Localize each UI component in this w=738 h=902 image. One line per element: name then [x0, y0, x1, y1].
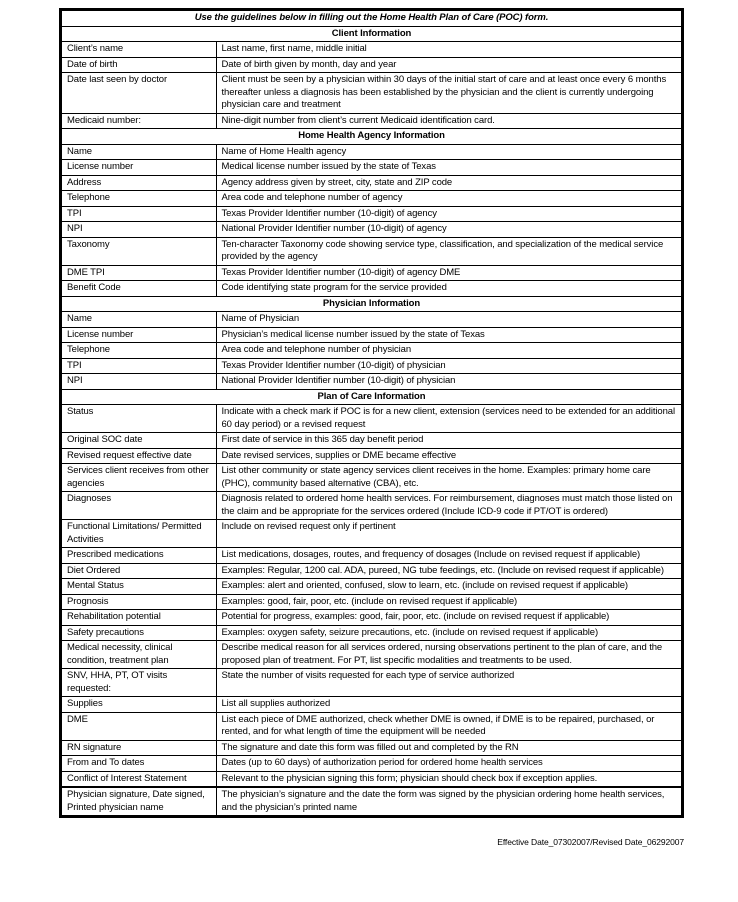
row-label: DME TPI: [61, 265, 217, 281]
row-label: Functional Limitations/ Permitted Activities: [61, 520, 217, 548]
row-label: Name: [61, 312, 217, 328]
table-row: [61, 343, 683, 359]
table-row: [61, 712, 683, 740]
row-description: Examples: Regular, 1200 cal. ADA, pureed, NG tube feedings, etc. (Include on revised request if applicable): [216, 563, 683, 579]
table-title: Use the guidelines below in filling out the Home Health Plan of Care (POC) form.: [61, 10, 683, 27]
table-row: [61, 160, 683, 176]
table-row: [61, 492, 683, 520]
row-description: Name of Home Health agency: [216, 144, 683, 160]
table-row: [61, 771, 683, 787]
title-row: [61, 10, 683, 27]
table-row: [61, 113, 683, 129]
row-description: The physician’s signature and the date the form was signed by the physician ordering home health services, and the physician’s printed name: [216, 787, 683, 817]
section-header: Physician Information: [61, 296, 683, 312]
row-label: NPI: [61, 374, 217, 390]
row-description: Examples: oxygen safety, seizure precautions, etc. (include on revised request if applicable): [216, 625, 683, 641]
row-description: Texas Provider Identifier number (10-digit) of physician: [216, 358, 683, 374]
table-row: [61, 175, 683, 191]
table-row: [61, 206, 683, 222]
row-description: Client must be seen by a physician within 30 days of the initial start of care and at least once every 6 months thereafter unless a diagnosis has been established by the physician and the client is currently undergoing physician care and treatment: [216, 73, 683, 114]
row-description: National Provider Identifier number (10-digit) of agency: [216, 222, 683, 238]
row-label: Prognosis: [61, 594, 217, 610]
row-description: List each piece of DME authorized, check whether DME is owned, if DME is to be repaired, purchased, or rented, and for what length of time the equipment will be needed: [216, 712, 683, 740]
table-row: [61, 756, 683, 772]
row-label: From and To dates: [61, 756, 217, 772]
table-row: [61, 625, 683, 641]
row-description: Nine-digit number from client’s current Medicaid identification card.: [216, 113, 683, 129]
table-row: [61, 312, 683, 328]
section-header: Plan of Care Information: [61, 389, 683, 405]
section-header: Client Information: [61, 26, 683, 42]
section-header-row: [61, 129, 683, 145]
table-row: [61, 358, 683, 374]
row-label: Safety precautions: [61, 625, 217, 641]
row-description: The signature and date this form was filled out and completed by the RN: [216, 740, 683, 756]
guide-table-body: [61, 10, 683, 817]
row-label: Prescribed medications: [61, 548, 217, 564]
table-row: [61, 327, 683, 343]
table-row: [61, 222, 683, 238]
row-label: Date of birth: [61, 57, 217, 73]
row-label: Telephone: [61, 343, 217, 359]
table-row: [61, 281, 683, 297]
row-description: Indicate with a check mark if POC is for a new client, extension (services need to be extended for an additional 60 day period) or a revised request: [216, 405, 683, 433]
row-label: Original SOC date: [61, 433, 217, 449]
section-header-row: [61, 296, 683, 312]
row-label: Medicaid number:: [61, 113, 217, 129]
row-label: TPI: [61, 358, 217, 374]
table-row: [61, 237, 683, 265]
table-row: [61, 448, 683, 464]
row-label: SNV, HHA, PT, OT visits requested:: [61, 669, 217, 697]
row-description: Date of birth given by month, day and year: [216, 57, 683, 73]
table-row: [61, 740, 683, 756]
row-label: Name: [61, 144, 217, 160]
row-label: License number: [61, 160, 217, 176]
row-description: Agency address given by street, city, state and ZIP code: [216, 175, 683, 191]
row-description: Describe medical reason for all services ordered, nursing observations pertinent to the plan of care, and the proposed plan of treatment. For PT, list specific modalities and treatments to be used.: [216, 641, 683, 669]
row-description: Dates (up to 60 days) of authorization period for ordered home health services: [216, 756, 683, 772]
row-description: Name of Physician: [216, 312, 683, 328]
table-row: [61, 697, 683, 713]
row-label: Diet Ordered: [61, 563, 217, 579]
row-description: Physician’s medical license number issued by the state of Texas: [216, 327, 683, 343]
section-header: Home Health Agency Information: [61, 129, 683, 145]
section-header-row: [61, 389, 683, 405]
row-label: RN signature: [61, 740, 217, 756]
table-row: [61, 42, 683, 58]
table-row: [61, 594, 683, 610]
row-label: Physician signature, Date signed, Printed physician name: [61, 787, 217, 817]
row-description: Examples: alert and oriented, confused, slow to learn, etc. (include on revised request if applicable): [216, 579, 683, 595]
row-description: List medications, dosages, routes, and frequency of dosages (Include on revised request if applicable): [216, 548, 683, 564]
table-row: [61, 265, 683, 281]
row-label: NPI: [61, 222, 217, 238]
row-label: Client’s name: [61, 42, 217, 58]
poc-guidelines-table: [59, 8, 684, 818]
row-description: State the number of visits requested for each type of service authorized: [216, 669, 683, 697]
row-description: Last name, first name, middle initial: [216, 42, 683, 58]
table-row: [61, 610, 683, 626]
row-label: License number: [61, 327, 217, 343]
row-description: Relevant to the physician signing this form; physician should check box if exception applies.: [216, 771, 683, 787]
row-label: Mental Status: [61, 579, 217, 595]
row-label: Benefit Code: [61, 281, 217, 297]
row-description: List all supplies authorized: [216, 697, 683, 713]
table-row: [61, 669, 683, 697]
table-row: [61, 405, 683, 433]
table-row: [61, 520, 683, 548]
table-row: [61, 641, 683, 669]
row-label: Revised request effective date: [61, 448, 217, 464]
row-label: Medical necessity, clinical condition, treatment plan: [61, 641, 217, 669]
table-row: [61, 433, 683, 449]
row-description: Include on revised request only if pertinent: [216, 520, 683, 548]
row-description: National Provider Identifier number (10-digit) of physician: [216, 374, 683, 390]
table-row: [61, 191, 683, 207]
row-description: Code identifying state program for the service provided: [216, 281, 683, 297]
effective-revised-date-note: Effective Date_07302007/Revised Date_06292007: [497, 837, 684, 847]
section-header-row: [61, 26, 683, 42]
row-label: Date last seen by doctor: [61, 73, 217, 114]
row-description: Date revised services, supplies or DME became effective: [216, 448, 683, 464]
table-row: [61, 144, 683, 160]
row-label: DME: [61, 712, 217, 740]
row-label: Taxonomy: [61, 237, 217, 265]
table-row: [61, 464, 683, 492]
table-row: [61, 548, 683, 564]
row-description: Area code and telephone number of physician: [216, 343, 683, 359]
row-label: Supplies: [61, 697, 217, 713]
row-label: Address: [61, 175, 217, 191]
row-label: Diagnoses: [61, 492, 217, 520]
row-description: Examples: good, fair, poor, etc. (include on revised request if applicable): [216, 594, 683, 610]
row-label: Conflict of Interest Statement: [61, 771, 217, 787]
table-row: [61, 787, 683, 817]
row-description: Texas Provider Identifier number (10-digit) of agency DME: [216, 265, 683, 281]
row-description: Potential for progress, examples: good, fair, poor, etc. (include on revised request if applicable): [216, 610, 683, 626]
table-row: [61, 563, 683, 579]
row-label: Services client receives from other agencies: [61, 464, 217, 492]
row-label: Rehabilitation potential: [61, 610, 217, 626]
row-description: First date of service in this 365 day benefit period: [216, 433, 683, 449]
table-row: [61, 374, 683, 390]
table-row: [61, 57, 683, 73]
row-description: Area code and telephone number of agency: [216, 191, 683, 207]
row-label: Status: [61, 405, 217, 433]
row-label: Telephone: [61, 191, 217, 207]
row-description: Diagnosis related to ordered home health services. For reimbursement, diagnoses must match those listed on the claim and be appropriate for the services ordered (Include ICD-9 code if PT/OT is ordered): [216, 492, 683, 520]
row-description: Texas Provider Identifier number (10-digit) of agency: [216, 206, 683, 222]
row-description: List other community or state agency services client receives in the home. Examples: primary home care (PHC), community based alternative (CBA), etc.: [216, 464, 683, 492]
row-description: Ten-character Taxonomy code showing service type, classification, and specialization of the medical service provided by the agency: [216, 237, 683, 265]
row-description: Medical license number issued by the state of Texas: [216, 160, 683, 176]
row-label: TPI: [61, 206, 217, 222]
table-row: [61, 579, 683, 595]
table-row: [61, 73, 683, 114]
